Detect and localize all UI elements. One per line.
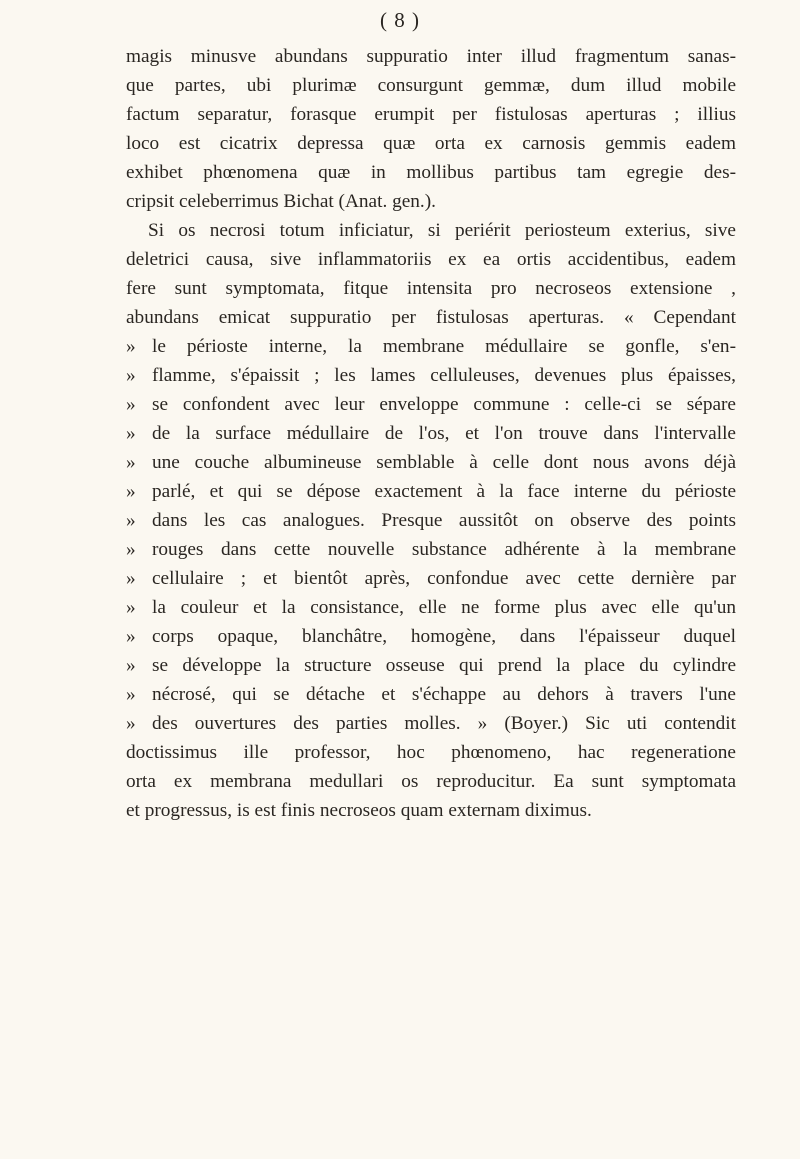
quote-mark: » [126,510,136,531]
bleed-through-line [126,828,736,854]
line-text: des ouvertures des parties molles. » (Boyer.) Sic uti contendit [152,713,736,734]
text-line [126,535,736,564]
quote-mark: » [126,626,136,647]
text-line [126,477,736,506]
text-line [126,622,736,651]
quote-mark: » [126,394,136,415]
text-line [126,680,736,709]
page-number: ( 8 ) [380,8,420,32]
line-text: orta ex membrana medullari os reproducitur. Ea sunt symptomata [126,771,736,792]
line-text: nécrosé, qui se détache et s'échappe au dehors à travers l'une [152,684,736,705]
quote-mark: » [126,423,136,444]
quote-mark: » [126,365,136,386]
line-text: magis minusve abundans suppuratio inter illud fragmentum sanas- [126,46,736,67]
line-text: le périoste interne, la membrane médullaire se gonfle, s'en- [152,336,736,357]
quote-mark: » [126,568,136,589]
line-text: que partes, ubi plurimæ consurgunt gemmæ, dum illud mobile [126,75,736,96]
line-text: corps opaque, blanchâtre, homogène, dans l'épaisseur duquel [152,626,736,647]
quote-mark: » [126,452,136,473]
text-line [126,564,736,593]
line-text: et progressus, is est finis necroseos quam externam diximus. [126,800,592,821]
text-line [126,506,736,535]
line-text: fere sunt symptomata, fitque intensita pro necroseos extensione , [126,278,736,299]
quote-mark: » [126,684,136,705]
text-line [126,651,736,680]
text-line [126,129,736,158]
quote-mark: » [126,481,136,502]
bleed-through-line [126,906,736,932]
text-line [126,419,736,448]
text-line [126,796,736,825]
text-line [126,332,736,361]
line-text: rouges dans cette nouvelle substance adhérente à la membrane [152,539,736,560]
line-text: dans les cas analogues. Presque aussitôt on observe des points [152,510,736,531]
line-text: cripsit celeberrimus Bichat (Anat. gen.). [126,191,436,212]
text-line [126,390,736,419]
text-line [126,187,736,216]
line-text: parlé, et qui se dépose exactement à la face interne du périoste [152,481,736,502]
quote-mark: » [126,597,136,618]
text-line [126,71,736,100]
line-text: de la surface médullaire de l'os, et l'on trouve dans l'intervalle [152,423,736,444]
line-text: la couleur et la consistance, elle ne forme plus avec elle qu'un [152,597,736,618]
line-text: cellulaire ; et bientôt après, confondue avec cette dernière par [152,568,736,589]
text-line [126,361,736,390]
line-text: doctissimus ille professor, hoc phœnomeno, hac regeneratione [126,742,736,763]
quote-mark: » [126,336,136,357]
bleed-through-line [126,854,736,880]
line-text: abundans emicat suppuratio per fistulosas aperturas. « Cependant [126,307,736,328]
text-line [126,42,736,71]
text-line [126,158,736,187]
line-text: une couche albumineuse semblable à celle dont nous avons déjà [152,452,736,473]
text-line [126,303,736,332]
text-line [126,767,736,796]
text-line [126,216,736,245]
quote-mark: » [126,713,136,734]
text-line [126,593,736,622]
quote-mark: » [126,539,136,560]
text-line [126,274,736,303]
text-line [126,448,736,477]
line-text: se développe la structure osseuse qui prend la place du cylindre [152,655,736,676]
bleed-through-line [126,880,736,906]
quote-mark: » [126,655,136,676]
text-line [126,738,736,767]
line-text: flamme, s'épaissit ; les lames celluleuses, devenues plus épaisses, [152,365,736,386]
line-text: Si os necrosi totum inficiatur, si periérit periosteum exterius, sive [148,220,736,241]
line-text: exhibet phœnomena quæ in mollibus partibus tam egregie des- [126,162,736,183]
line-text: loco est cicatrix depressa quæ orta ex carnosis gemmis eadem [126,133,736,154]
line-text: se confondent avec leur enveloppe commune : celle-ci se sépare [152,394,736,415]
line-text: deletrici causa, sive inflammatoriis ex ea ortis accidentibus, eadem [126,249,736,270]
text-line [126,709,736,738]
body-text [126,42,736,825]
line-text: factum separatur, forasque erumpit per fistulosas aperturas ; illius [126,104,736,125]
text-line [126,100,736,129]
text-line [126,245,736,274]
